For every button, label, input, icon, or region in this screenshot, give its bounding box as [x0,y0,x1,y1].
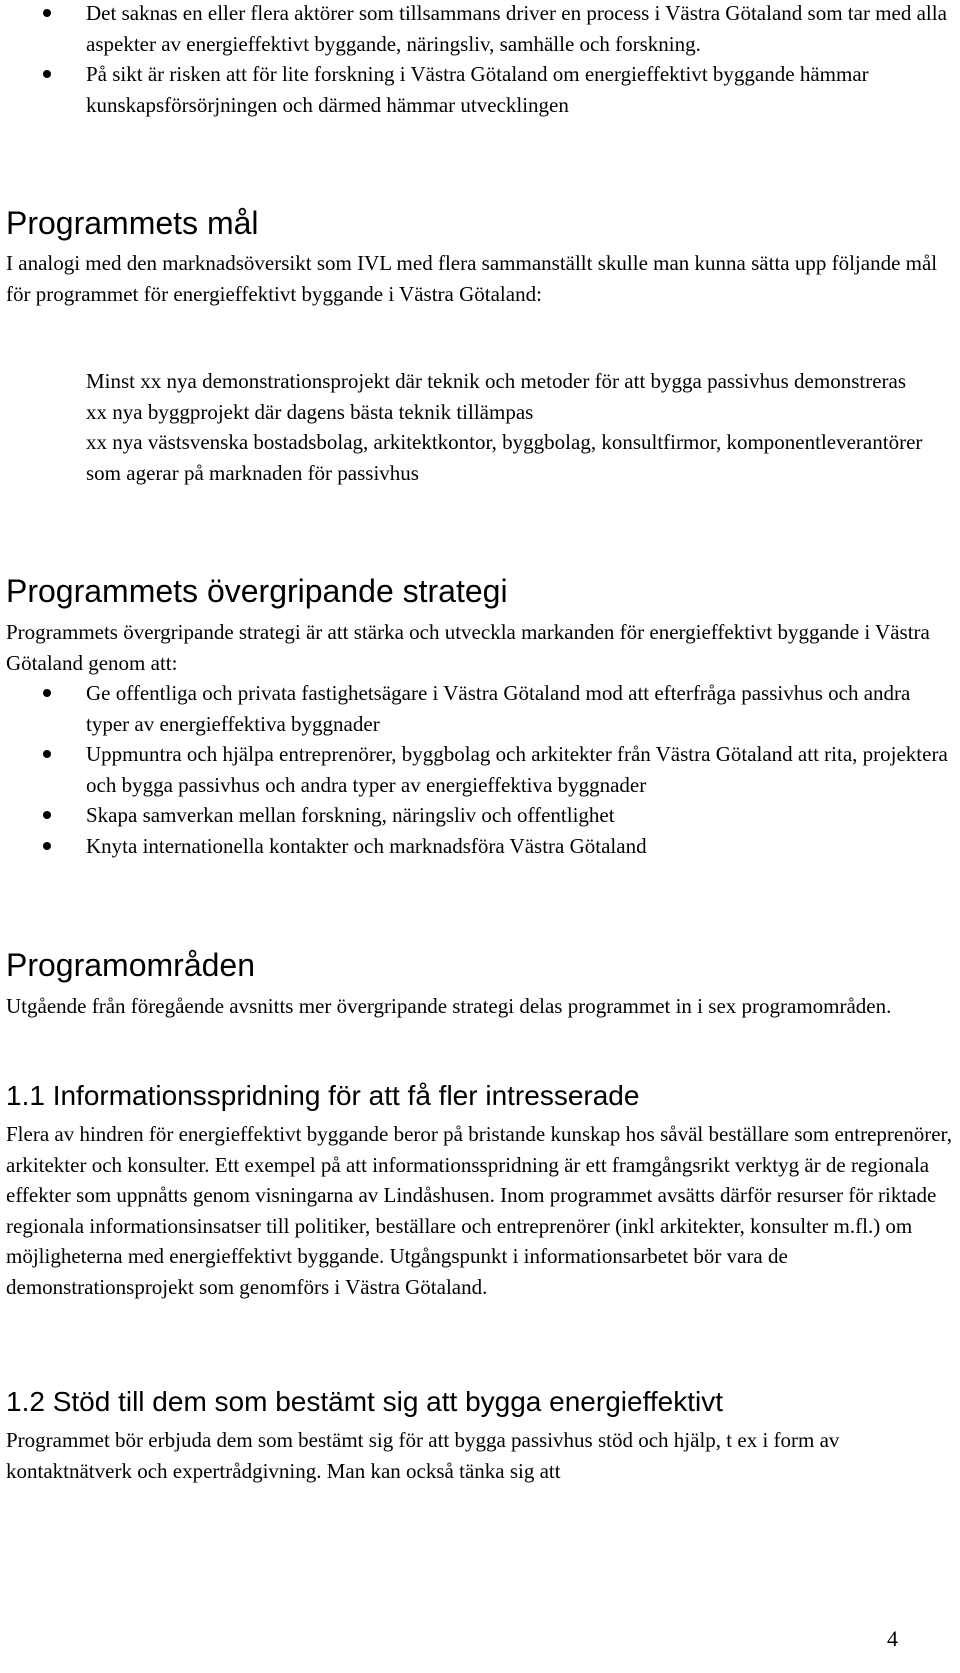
strategi-intro-paragraph: Programmets övergripande strategi är att stärka och utveckla markanden för energieffektivt byggande i Västra Götaland genom att: [6,620,930,675]
strategi-bullet-list [6,678,952,861]
mal-intro-paragraph: I analogi med den marknadsöversikt som IVL med flera sammanställt skulle man kunna sätta upp följande mål för programmet för energieffektivt byggande i Västra Götaland: [6,251,938,306]
bullet-text: Ge offentliga och privata fastighetsägare i Västra Götaland mod att efterfråga passivhus och andra typer av energieffektiva byggnader [86,681,911,736]
list-item [6,0,952,59]
bullet-icon [43,9,51,17]
section-heading-omraden: Programområden [6,947,255,983]
goal-item: Minst xx nya demonstrationsprojekt där teknik och metoder för att bygga passivhus demonstreras [86,369,906,393]
omraden-intro-paragraph: Utgående från föregående avsnitts mer övergripande strategi delas programmet in i sex programområden. [6,994,892,1018]
bullet-icon [43,811,51,819]
bullet-icon [43,689,51,697]
list-item [6,831,952,862]
bullet-icon [43,842,51,850]
bullet-text: Knyta internationella kontakter och marknadsföra Västra Götaland [86,833,647,858]
bullet-text: Uppmuntra och hjälpa entreprenörer, byggbolag och arkitekter från Västra Götaland att rita, projektera och bygga passivhus och andra typer av energieffektiva byggnader [86,742,948,797]
bullet-text: På sikt är risken att för lite forskning i Västra Götaland om energieffektivt byggande hämmar kunskapsförsörjningen och därmed hämmar utvecklingen [86,62,869,117]
top-bullet-list [6,0,952,120]
bullet-text: Skapa samverkan mellan forskning, näringsliv och offentlighet [86,803,615,827]
page-number: 4 [887,1626,898,1651]
list-item [6,800,952,831]
bullet-icon [43,750,51,758]
subsection-1-2-body: Programmet bör erbjuda dem som bestämt sig för att bygga passivhus stöd och hjälp, t ex i form av kontaktnätverk och expertrådgivning. Man kan också tänka sig att [6,1428,840,1483]
goal-item: xx nya byggprojekt där dagens bästa teknik tillämpas [86,399,534,424]
mal-goals-block [6,366,952,488]
subsection-heading-1-2: 1.2 Stöd till dem som bestämt sig att bygga energieffektivt [6,1386,723,1417]
section-heading-mal: Programmets mål [6,205,259,241]
bullet-text: Det saknas en eller flera aktörer som tillsammans driver en process i Västra Götaland som tar med alla aspekter av energieffektivt byggande, näringsliv, samhälle och forskning. [86,1,947,56]
list-item [6,59,952,120]
list-item [6,739,952,800]
goal-item: xx nya västsvenska bostadsbolag, arkitektkontor, byggbolag, konsultfirmor, komponentleverantörer som agerar på marknaden för passivhus [86,430,923,485]
subsection-heading-1-1: 1.1 Informationsspridning för att få fler intresserade [6,1080,640,1111]
section-heading-strategi: Programmets övergripande strategi [6,573,508,609]
subsection-1-1-body: Flera av hindren för energieffektivt byggande beror på bristande kunskap hos såväl beställare som entreprenörer, arkitekter och konsulter. Ett exempel på att informationsspridning är ett framgångsrikt verktyg är de regionala effekter som uppnåtts genom visningarna av Lindåshusen. Inom programmet avsätts därför resurser för riktade regionala informationsinsatser till politiker, beställare och entreprenörer (inkl arkitekter, konsulter m.fl.) om möjligheterna med energieffektivt byggande. Utgångspunkt i informationsarbetet bör vara de demonstrationsprojekt som genomförs i Västra Götaland. [6,1122,952,1299]
bullet-icon [43,70,51,78]
list-item [6,678,952,739]
